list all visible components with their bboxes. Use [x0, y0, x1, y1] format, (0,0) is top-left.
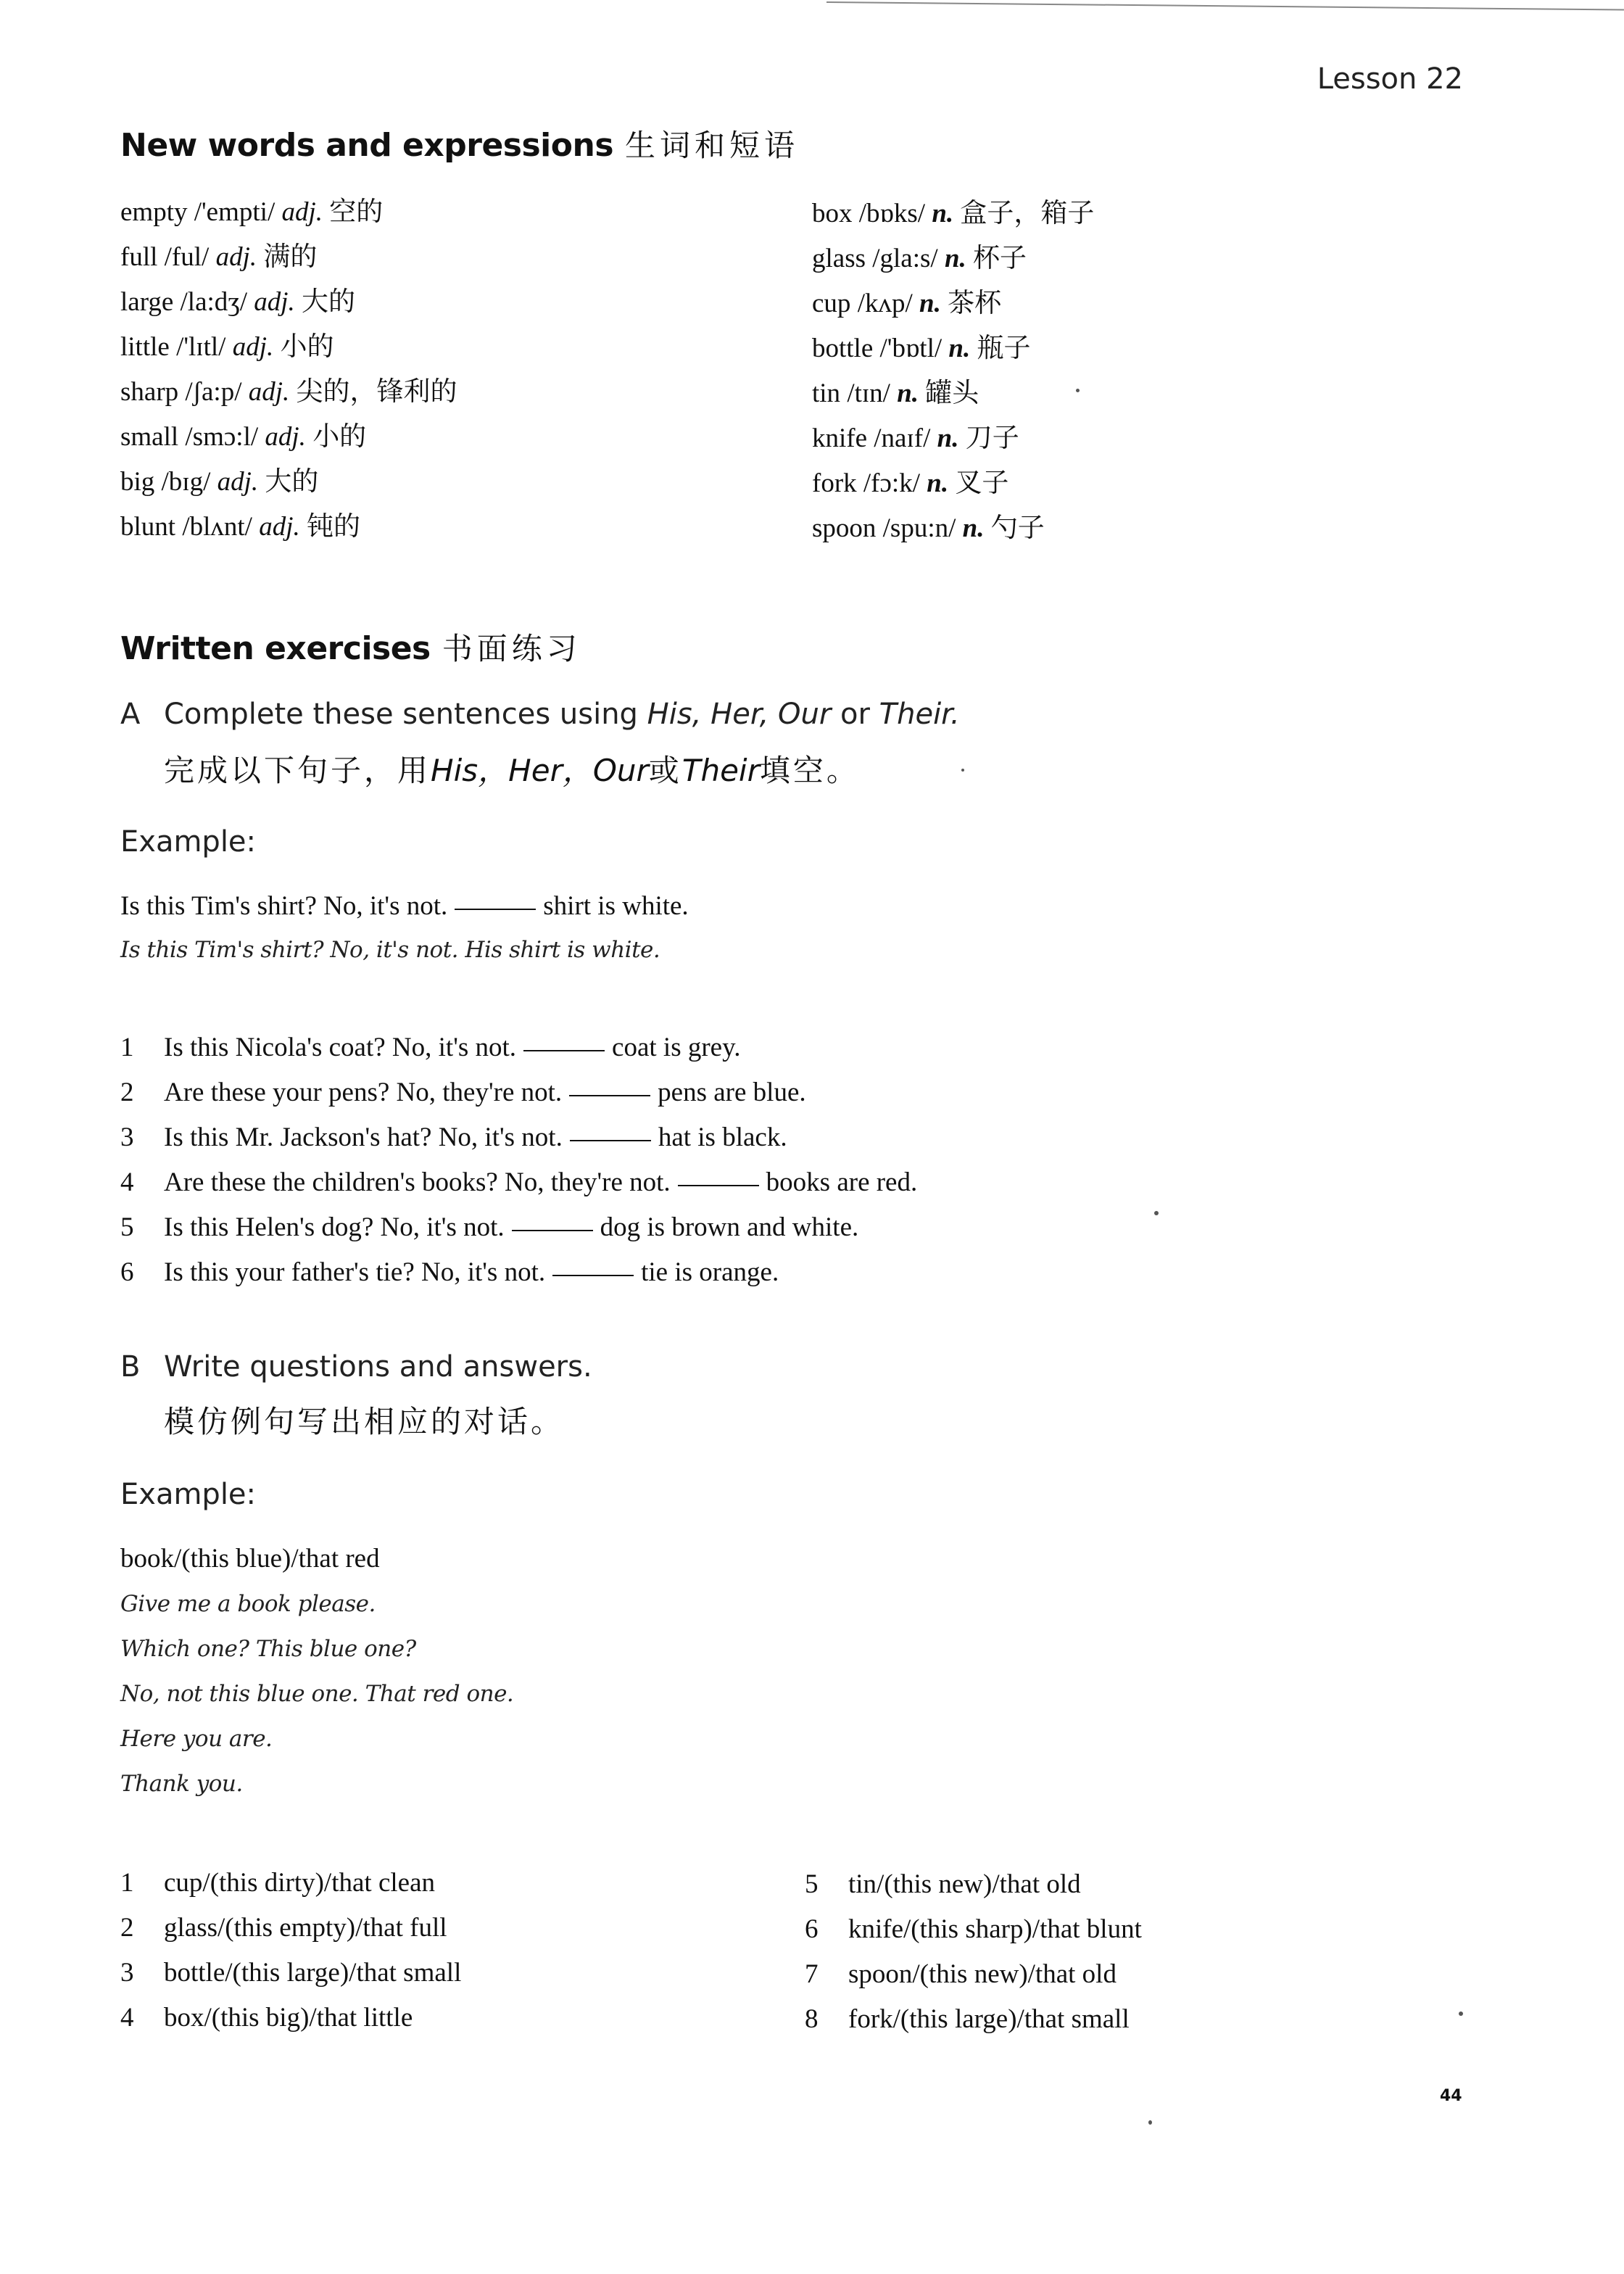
section-b-items-left	[120, 1861, 461, 2041]
vocab-entry	[812, 281, 1094, 326]
answer-blank	[523, 1050, 605, 1051]
section-a-example-question: Is this Tim's shirt? No, it's not. shirt is white.	[120, 891, 689, 921]
vocab-ipa: /tɪn/	[847, 379, 890, 408]
vocab-word: blunt	[120, 512, 176, 542]
vocab-ipa: /bɪg/	[161, 467, 211, 497]
exercise-item: 4 box/(this big)/that little	[120, 2003, 413, 2033]
vocab-zh: 小的	[312, 422, 367, 452]
vocab-ipa: /smɔ:l/	[185, 422, 259, 452]
vocab-zh: 叉子	[955, 468, 1009, 498]
vocab-ipa: /la:dʒ/	[180, 287, 247, 317]
section-b-instruction: Write questions and answers.	[164, 1350, 592, 1384]
vocab-entry	[120, 235, 457, 280]
vocab-entry	[120, 280, 457, 325]
vocab-ipa: /ʃa:p/	[185, 377, 242, 407]
exercise-item: 2 Are these your pens? No, they're not. pens are blue.	[120, 1078, 806, 1107]
exercise-item: 6 knife/(this sharp)/that blunt	[805, 1914, 1142, 1944]
vocab-ipa: /'empti/	[194, 197, 276, 227]
vocab-zh: 瓶子	[977, 334, 1031, 363]
vocab-word: spoon	[812, 513, 877, 543]
vocab-ipa: /kʌp/	[857, 289, 913, 318]
vocab-pos: n.	[948, 334, 971, 363]
exercise-item: 2 glass/(this empty)/that full	[120, 1913, 447, 1943]
handwritten-line: Give me a book please.	[120, 1591, 376, 1617]
answer-blank	[570, 1140, 651, 1141]
section-a-example-label: Example:	[120, 825, 257, 859]
vocab-pos: n.	[932, 199, 954, 228]
vocab-entry	[120, 505, 457, 550]
vocab-pos: adj.	[217, 467, 259, 497]
vocab-word: fork	[812, 468, 857, 498]
top-rule	[826, 1, 1624, 11]
vocab-word: box	[812, 199, 853, 228]
scan-speck	[1154, 1211, 1159, 1215]
vocab-word: knife	[812, 423, 868, 453]
answer-blank	[455, 909, 536, 910]
vocab-entry	[120, 370, 457, 415]
vocab-zh: 满的	[263, 242, 318, 272]
exercise-item: 1 cup/(this dirty)/that clean	[120, 1868, 435, 1898]
scan-speck	[961, 769, 964, 772]
section-a-instruction: Complete these sentences using His, Her, Our or Their.	[164, 698, 960, 731]
vocab-list-right	[812, 191, 1094, 551]
vocab-pos: adj.	[281, 197, 323, 227]
vocab-word: small	[120, 422, 179, 452]
vocab-entry	[812, 236, 1094, 281]
section-a-items	[120, 1025, 917, 1295]
exercise-item: 6 Is this your father's tie? No, it's not. tie is orange.	[120, 1257, 779, 1287]
section-b-items-right	[805, 1862, 1142, 2042]
vocab-pos: n.	[919, 289, 941, 318]
vocab-pos: adj.	[232, 332, 274, 362]
vocab-zh: 大的	[302, 287, 356, 317]
exercise-item: 8 fork/(this large)/that small	[805, 2004, 1130, 2034]
vocab-ipa: /gla:s/	[872, 244, 938, 273]
vocab-word: full	[120, 242, 158, 272]
vocab-pos: adj.	[254, 287, 295, 317]
vocab-zh: 罐头	[925, 379, 979, 408]
vocab-zh: 空的	[329, 197, 384, 227]
vocab-entry	[120, 415, 457, 460]
vocab-ipa: /fɔ:k/	[863, 468, 920, 498]
vocab-pos: n.	[937, 423, 959, 453]
vocab-ipa: /blʌnt/	[182, 512, 252, 542]
vocab-word: cup	[812, 289, 851, 318]
vocab-zh: 勺子	[990, 513, 1045, 543]
vocab-word: glass	[812, 244, 866, 273]
exercise-item: 5 tin/(this new)/that old	[805, 1869, 1081, 1899]
section-a-instruction-zh: 完成以下句子，用His，Her，Our或Their填空。	[164, 753, 860, 788]
vocab-entry	[120, 325, 457, 370]
scan-speck	[1459, 2012, 1463, 2016]
section-b-instruction-zh: 模仿例句写出相应的对话。	[164, 1404, 565, 1439]
answer-blank	[552, 1275, 634, 1276]
vocab-pos: adj.	[215, 242, 257, 272]
vocab-zh: 小的	[280, 332, 334, 362]
vocab-zh: 钝的	[306, 512, 360, 542]
vocab-entry	[812, 416, 1094, 461]
answer-blank	[678, 1185, 759, 1186]
vocab-entry	[120, 460, 457, 505]
vocab-entry	[812, 326, 1094, 371]
vocab-pos: adj.	[248, 377, 290, 407]
vocab-word: sharp	[120, 377, 179, 407]
vocab-ipa: /'bɒtl/	[879, 334, 942, 363]
answer-blank	[512, 1230, 593, 1231]
vocab-zh: 杯子	[973, 244, 1027, 273]
vocab-pos: adj.	[259, 512, 300, 542]
answer-blank	[569, 1095, 650, 1096]
vocab-pos: n.	[962, 513, 985, 543]
section-a-example-handwritten: Is this Tim's shirt? No, it's not. His shirt is white.	[120, 937, 660, 963]
handwritten-line: Which one? This blue one?	[120, 1636, 416, 1662]
vocab-ipa: /naɪf/	[874, 423, 931, 453]
vocab-ipa: /'lɪtl/	[176, 332, 226, 362]
written-title-en: Written exercises	[120, 630, 431, 667]
section-b-example-label: Example:	[120, 1478, 257, 1511]
exercise-item: 5 Is this Helen's dog? No, it's not. dog is brown and white.	[120, 1212, 859, 1242]
new-words-title-zh: 生词和短语	[625, 128, 800, 163]
vocab-word: little	[120, 332, 170, 362]
scan-speck	[1076, 389, 1080, 392]
vocab-ipa: /spu:n/	[882, 513, 956, 543]
exercise-item: 4 Are these the children's books? No, they're not. books are red.	[120, 1167, 918, 1197]
vocab-entry	[812, 461, 1094, 506]
section-a-letter: A	[120, 698, 141, 731]
vocab-pos: n.	[944, 244, 966, 273]
vocab-zh: 刀子	[965, 423, 1019, 453]
vocab-zh: 尖的，锋利的	[296, 377, 457, 407]
page-number: 44	[1440, 2087, 1462, 2105]
vocab-word: empty	[120, 197, 188, 227]
written-title-zh: 书面练习	[442, 631, 581, 666]
vocab-entry	[812, 506, 1094, 551]
section-b-example-prompt: book/(this blue)/that red	[120, 1544, 380, 1574]
vocab-word: bottle	[812, 334, 874, 363]
vocab-entry	[812, 371, 1094, 416]
new-words-title-en: New words and expressions	[120, 127, 614, 164]
exercise-item: 3 bottle/(this large)/that small	[120, 1958, 462, 1988]
vocab-word: tin	[812, 379, 841, 408]
vocab-ipa: /ful/	[164, 242, 210, 272]
handwritten-line: Here you are.	[120, 1726, 273, 1752]
handwritten-line: No, not this blue one. That red one.	[120, 1681, 514, 1707]
vocab-ipa: /bɒks/	[858, 199, 926, 228]
vocab-pos: adj.	[265, 422, 306, 452]
vocab-zh: 茶杯	[948, 289, 1002, 318]
written-exercises-heading	[120, 625, 581, 669]
vocab-entry	[120, 190, 457, 235]
scan-speck	[1148, 2120, 1152, 2125]
vocab-zh: 大的	[265, 467, 319, 497]
section-b-letter: B	[120, 1350, 141, 1384]
exercise-item: 3 Is this Mr. Jackson's hat? No, it's not. hat is black.	[120, 1122, 787, 1152]
handwritten-line: Thank you.	[120, 1771, 243, 1797]
vocab-list-left	[120, 190, 457, 550]
vocab-pos: n.	[927, 468, 949, 498]
exercise-item: 1 Is this Nicola's coat? No, it's not. coat is grey.	[120, 1033, 741, 1062]
vocab-zh: 盒子，箱子	[960, 199, 1095, 228]
vocab-word: big	[120, 467, 155, 497]
vocab-pos: n.	[897, 379, 919, 408]
new-words-heading	[120, 122, 799, 165]
vocab-entry	[812, 191, 1094, 236]
exercise-item: 7 spoon/(this new)/that old	[805, 1959, 1116, 1989]
vocab-word: large	[120, 287, 174, 317]
lesson-label: Lesson 22	[1317, 62, 1463, 96]
